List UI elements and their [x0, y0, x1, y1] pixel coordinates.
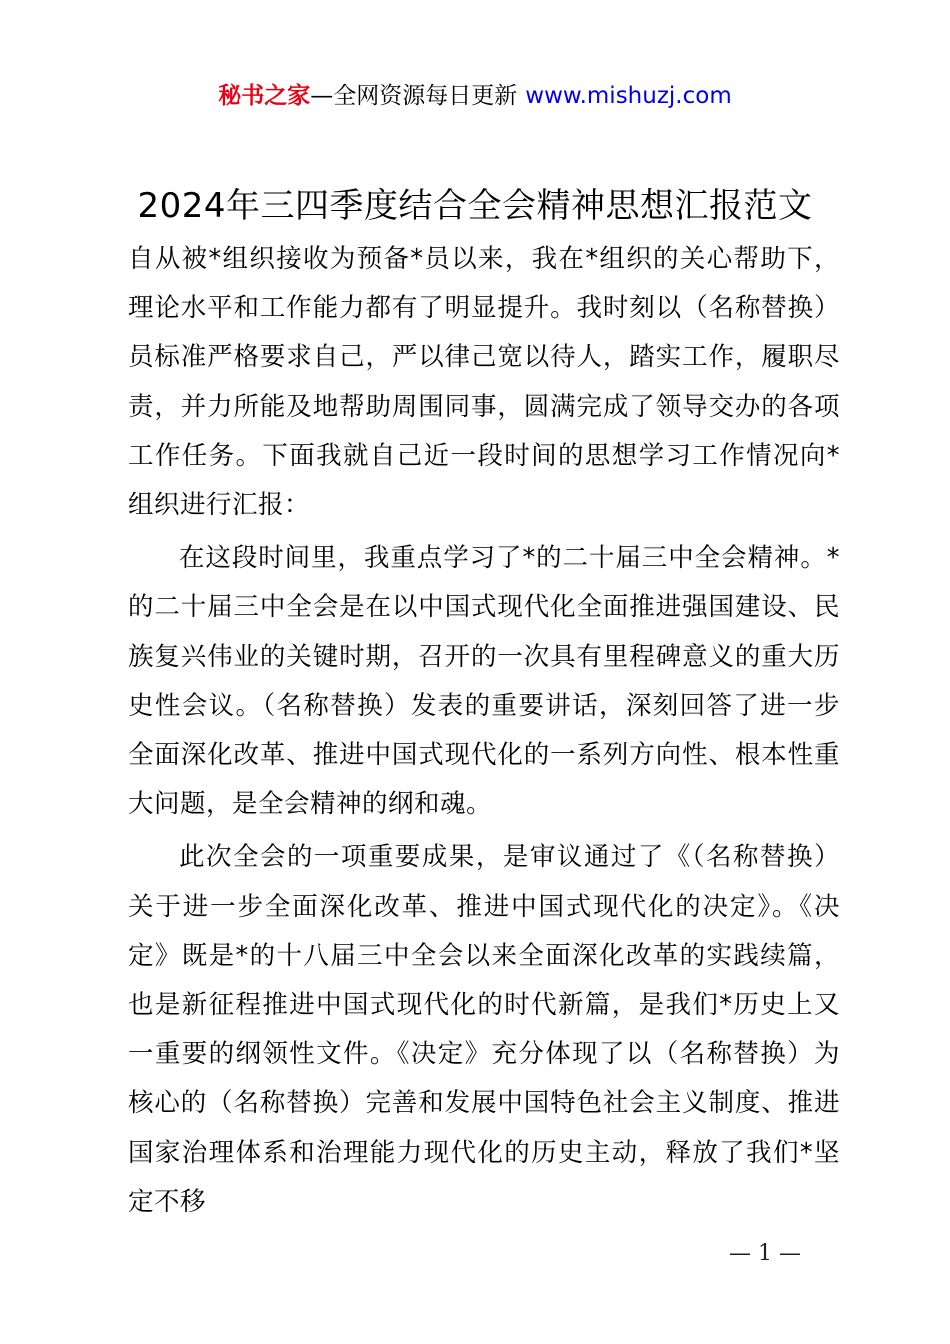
- page-number: — 1 —: [729, 1241, 801, 1266]
- document-title: 2024年三四季度结合全会精神思想汇报范文: [137, 186, 813, 226]
- site-url-link[interactable]: www.mishuzj.com: [525, 83, 732, 109]
- site-header: [0, 80, 950, 112]
- paragraph-2: 在这段时间里，我重点学习了*的二十届三中全会精神。*的二十届三中全会是在以中国式现代化全面推进强国建设、民族复兴伟业的关键时期，召开的一次具有里程碑意义的重大历史性会议。（名称替换）发表的重要讲话，深刻回答了进一步全面深化改革、推进中国式现代化的一系列方向性、根本性重大问题，是全会精神的纲和魂。: [128, 543, 840, 820]
- paragraph-3: 此次全会的一项重要成果，是审议通过了《（名称替换）关于进一步全面深化改革、推进中国式现代化的决定》。《决定》既是*的十八届三中全会以来全面深化改革的实践续篇，也是新征程推进中国式现代化的时代新篇，是我们*历史上又一重要的纲领性文件。《决定》充分体现了以（名称替换）为核心的（名称替换）完善和发展中国特色社会主义制度、推进国家治理体系和治理能力现代化的历史主动，释放了我们*坚定不移: [128, 842, 840, 1217]
- header-tagline: —全网资源每日更新: [310, 83, 518, 109]
- brand-name: 秘书之家: [218, 83, 311, 109]
- paragraph-1: 自从被*组织接收为预备*员以来，我在*组织的关心帮助下，理论水平和工作能力都有了明显提升。我时刻以（名称替换）员标准严格要求自己，严以律己宽以待人，踏实工作，履职尽责，并力所能及地帮助周围同事，圆满完成了领导交办的各项工作任务。下面我就自己近一段时间的思想学习工作情况向*组织进行汇报：: [128, 244, 840, 521]
- document-body: [128, 235, 840, 1231]
